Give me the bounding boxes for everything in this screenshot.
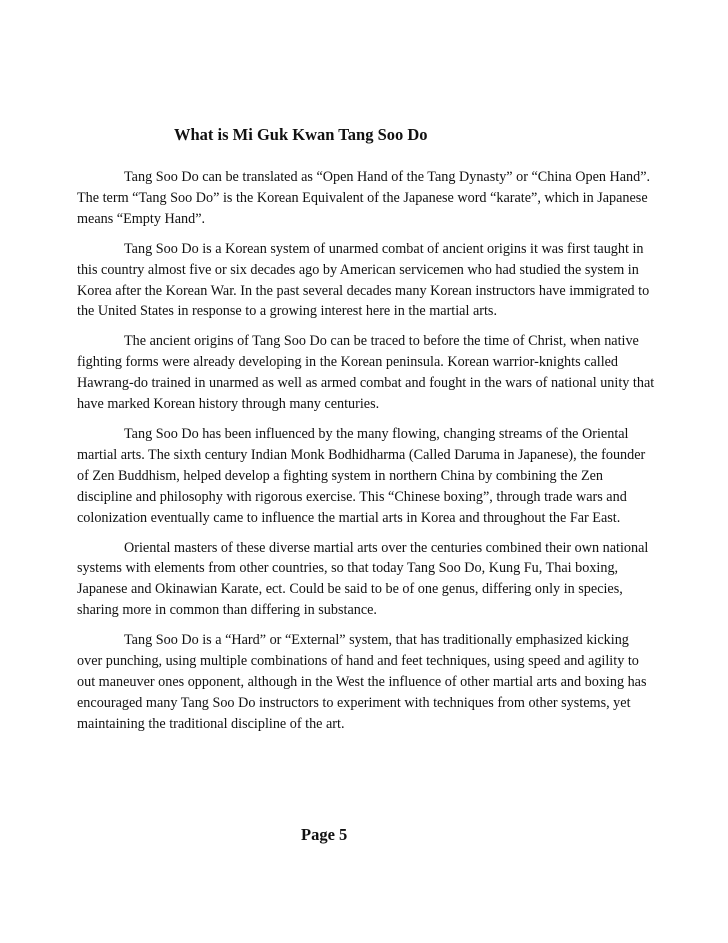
paragraph-5: Oriental masters of these diverse martial arts over the centuries combined their own national systems with elements from other countries, so that today Tang Soo Do, Kung Fu, Thai boxing, Japanese and Okinawian Karate, ect. Could be said to be of one genus, differing only in species, sharing more in common than differing in substance. <box>77 539 649 619</box>
paragraph-1: Tang Soo Do can be translated as “Open Hand of the Tang Dynasty” or “China Open Hand”. The term “Tang Soo Do” is the Korean Equivalent of the Japanese word “karate”, which in Japanese means “Empty Hand”. <box>77 169 651 227</box>
page-title: What is Mi Guk Kwan Tang Soo Do <box>174 125 428 144</box>
page-number: Page 5 <box>301 825 348 844</box>
paragraph-3: The ancient origins of Tang Soo Do can be traced to before the time of Christ, when native fighting forms were already developing in the Korean peninsula. Korean warrior-knights called Hawrang-do trained in unarmed as well as armed combat and fought in the wars of national unity that have marked Korean history through many centuries. <box>77 333 655 413</box>
paragraph-6: Tang Soo Do is a “Hard” or “External” system, that has traditionally emphasized kicking over punching, using multiple combinations of hand and feet techniques, using speed and agility to out maneuver ones opponent, although in the West the influence of other martial arts and boxing has encouraged many Tang Soo Do instructors to experiment with techniques from other systems, yet maintaining the traditional discipline of the art. <box>77 632 647 732</box>
paragraph-4: Tang Soo Do has been influenced by the many flowing, changing streams of the Oriental martial arts. The sixth century Indian Monk Bodhidharma (Called Daruma in Japanese), the founder of Zen Buddhism, helped develop a fighting system in northern China by combining the Zen discipline and philosophy with rigorous exercise. This “Chinese boxing”, through trade wars and colonization eventually came to influence the martial arts in Korea and throughout the Far East. <box>77 425 646 526</box>
paragraph-2: Tang Soo Do is a Korean system of unarmed combat of ancient origins it was first taught in this country almost five or six decades ago by American servicemen who had studied the system in Korea after the Korean War. In the past several decades many Korean instructors have immigrated to the United States in response to a growing interest here in the martial arts. <box>77 240 650 320</box>
body-text <box>77 167 657 744</box>
